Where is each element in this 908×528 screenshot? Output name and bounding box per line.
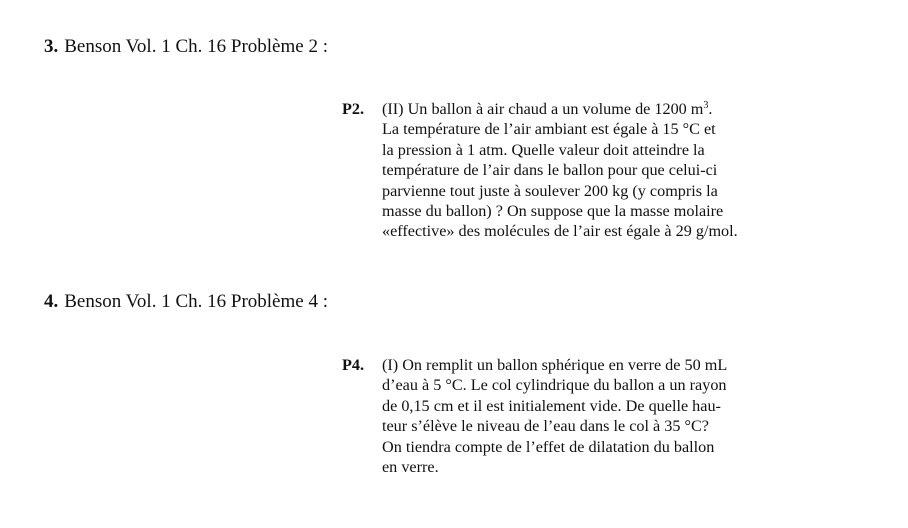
problem-p2-line-1-end: .	[708, 100, 713, 118]
problem-p2-line-1	[382, 99, 738, 119]
problem-p2-line-7: «effective» des molécules de l’air est égale à 29 g/mol.	[382, 222, 738, 241]
problem-p2-line-6: masse du ballon) ? On suppose que la masse molaire	[382, 202, 724, 221]
problem-p2-cube-exponent: 3	[703, 100, 709, 111]
problem-p2-text	[382, 99, 738, 242]
problem-p4-line-2: d’eau à 5 °C. Le col cylindrique du ballon a un rayon	[382, 376, 727, 395]
problem-p4-text	[382, 355, 727, 477]
section-3-heading	[44, 36, 328, 58]
section-4-title: Benson Vol. 1 Ch. 16 Problème 4 :	[64, 291, 328, 312]
section-4-number: 4.	[44, 291, 59, 312]
section-3-title: Benson Vol. 1 Ch. 16 Problème 2 :	[64, 36, 328, 57]
section-4-heading	[44, 291, 328, 313]
problem-p2-label: P2.	[342, 100, 365, 118]
problem-p4-line-3: de 0,15 cm et il est initialement vide. De quelle hau-	[382, 396, 721, 415]
problem-p2-line-2: La température de l’air ambiant est égale à 15 °C et	[382, 120, 716, 139]
problem-p2-line-1-text: (II) Un ballon à air chaud a un volume de 1200 m	[382, 100, 704, 118]
problem-p4-line-5: On tiendra compte de l’effet de dilatation du ballon	[382, 437, 715, 456]
problem-p2-line-4: température de l’air dans le ballon pour que celui-ci	[382, 161, 718, 180]
problem-p4-label: P4.	[342, 356, 365, 374]
problem-p4	[342, 355, 772, 485]
problem-p4-line-6: en verre.	[382, 458, 439, 477]
problem-p2-line-5: parvienne tout juste à soulever 200 kg (y compris la	[382, 181, 718, 200]
section-3-number: 3.	[44, 36, 59, 57]
problem-p2	[342, 99, 772, 249]
problem-p4-line-1: (I) On remplit un ballon sphérique en verre de 50 mL	[382, 356, 728, 374]
problem-p4-line-4: teur s’élève le niveau de l’eau dans le col à 35 °C?	[382, 417, 709, 436]
problem-p2-line-3: la pression à 1 atm. Quelle valeur doit atteindre la	[382, 140, 705, 159]
